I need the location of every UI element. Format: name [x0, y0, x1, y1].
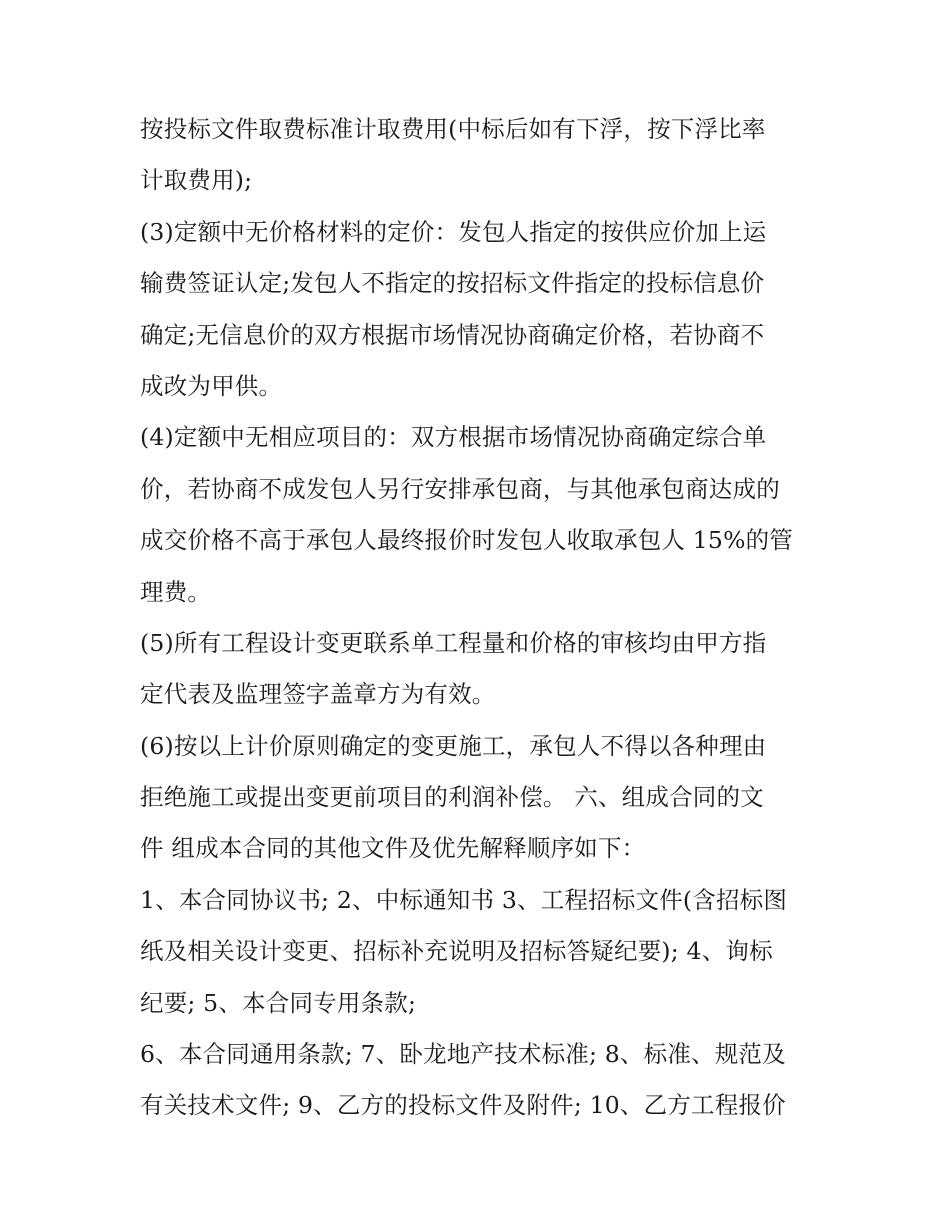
text-line: (5)所有工程设计变更联系单工程量和价格的审核均由甲方指	[140, 628, 767, 657]
text-line: 6、本合同通用条款; 7、卧龙地产技术标准; 8、标准、规范及	[140, 1040, 786, 1069]
text-line: 理费。	[140, 577, 212, 606]
text-line: 价，若协商不成发包人另行安排承包商，与其他承包商达成的	[140, 474, 780, 503]
text-line: (6)按以上计价原则确定的变更施工，承包人不得以各种理由	[140, 731, 767, 760]
text-line: 成改为甲供。	[140, 371, 283, 400]
text-line: (4)定额中无相应项目的：双方根据市场情况协商确定综合单	[140, 423, 767, 452]
text-line: 有关技术文件; 9、乙方的投标文件及附件; 10、乙方工程报价	[140, 1091, 786, 1120]
text-line: 纸及相关设计变更、招标补充说明及招标答疑纪要); 4、询标	[140, 937, 773, 966]
text-line: 输费签证认定;发包人不指定的按招标文件指定的投标信息价	[140, 269, 765, 298]
document-body	[140, 104, 820, 1132]
text-line: 件 组成本合同的其他文件及优先解释顺序如下：	[140, 834, 646, 863]
text-line: 1、本合同协议书; 2、中标通知书 3、工程招标文件(含招标图	[140, 885, 788, 914]
text-line: 拒绝施工或提出变更前项目的利润补偿。 六、组成合同的文	[140, 783, 764, 812]
text-line: 计取费用);	[140, 166, 253, 195]
text-line: 确定;无信息价的双方根据市场情况协商确定价格，若协商不	[140, 320, 765, 349]
text-line: 定代表及监理签字盖章方为有效。	[140, 680, 496, 709]
text-line: 按投标文件取费标准计取费用(中标后如有下浮，按下浮比率	[140, 115, 766, 143]
text-line: 成交价格不高于承包人最终报价时发包人收取承包人 15%的管	[140, 526, 794, 555]
text-line: (3)定额中无价格材料的定价：发包人指定的按供应价加上运	[140, 217, 767, 246]
text-line: 纪要; 5、本合同专用条款;	[140, 988, 417, 1017]
